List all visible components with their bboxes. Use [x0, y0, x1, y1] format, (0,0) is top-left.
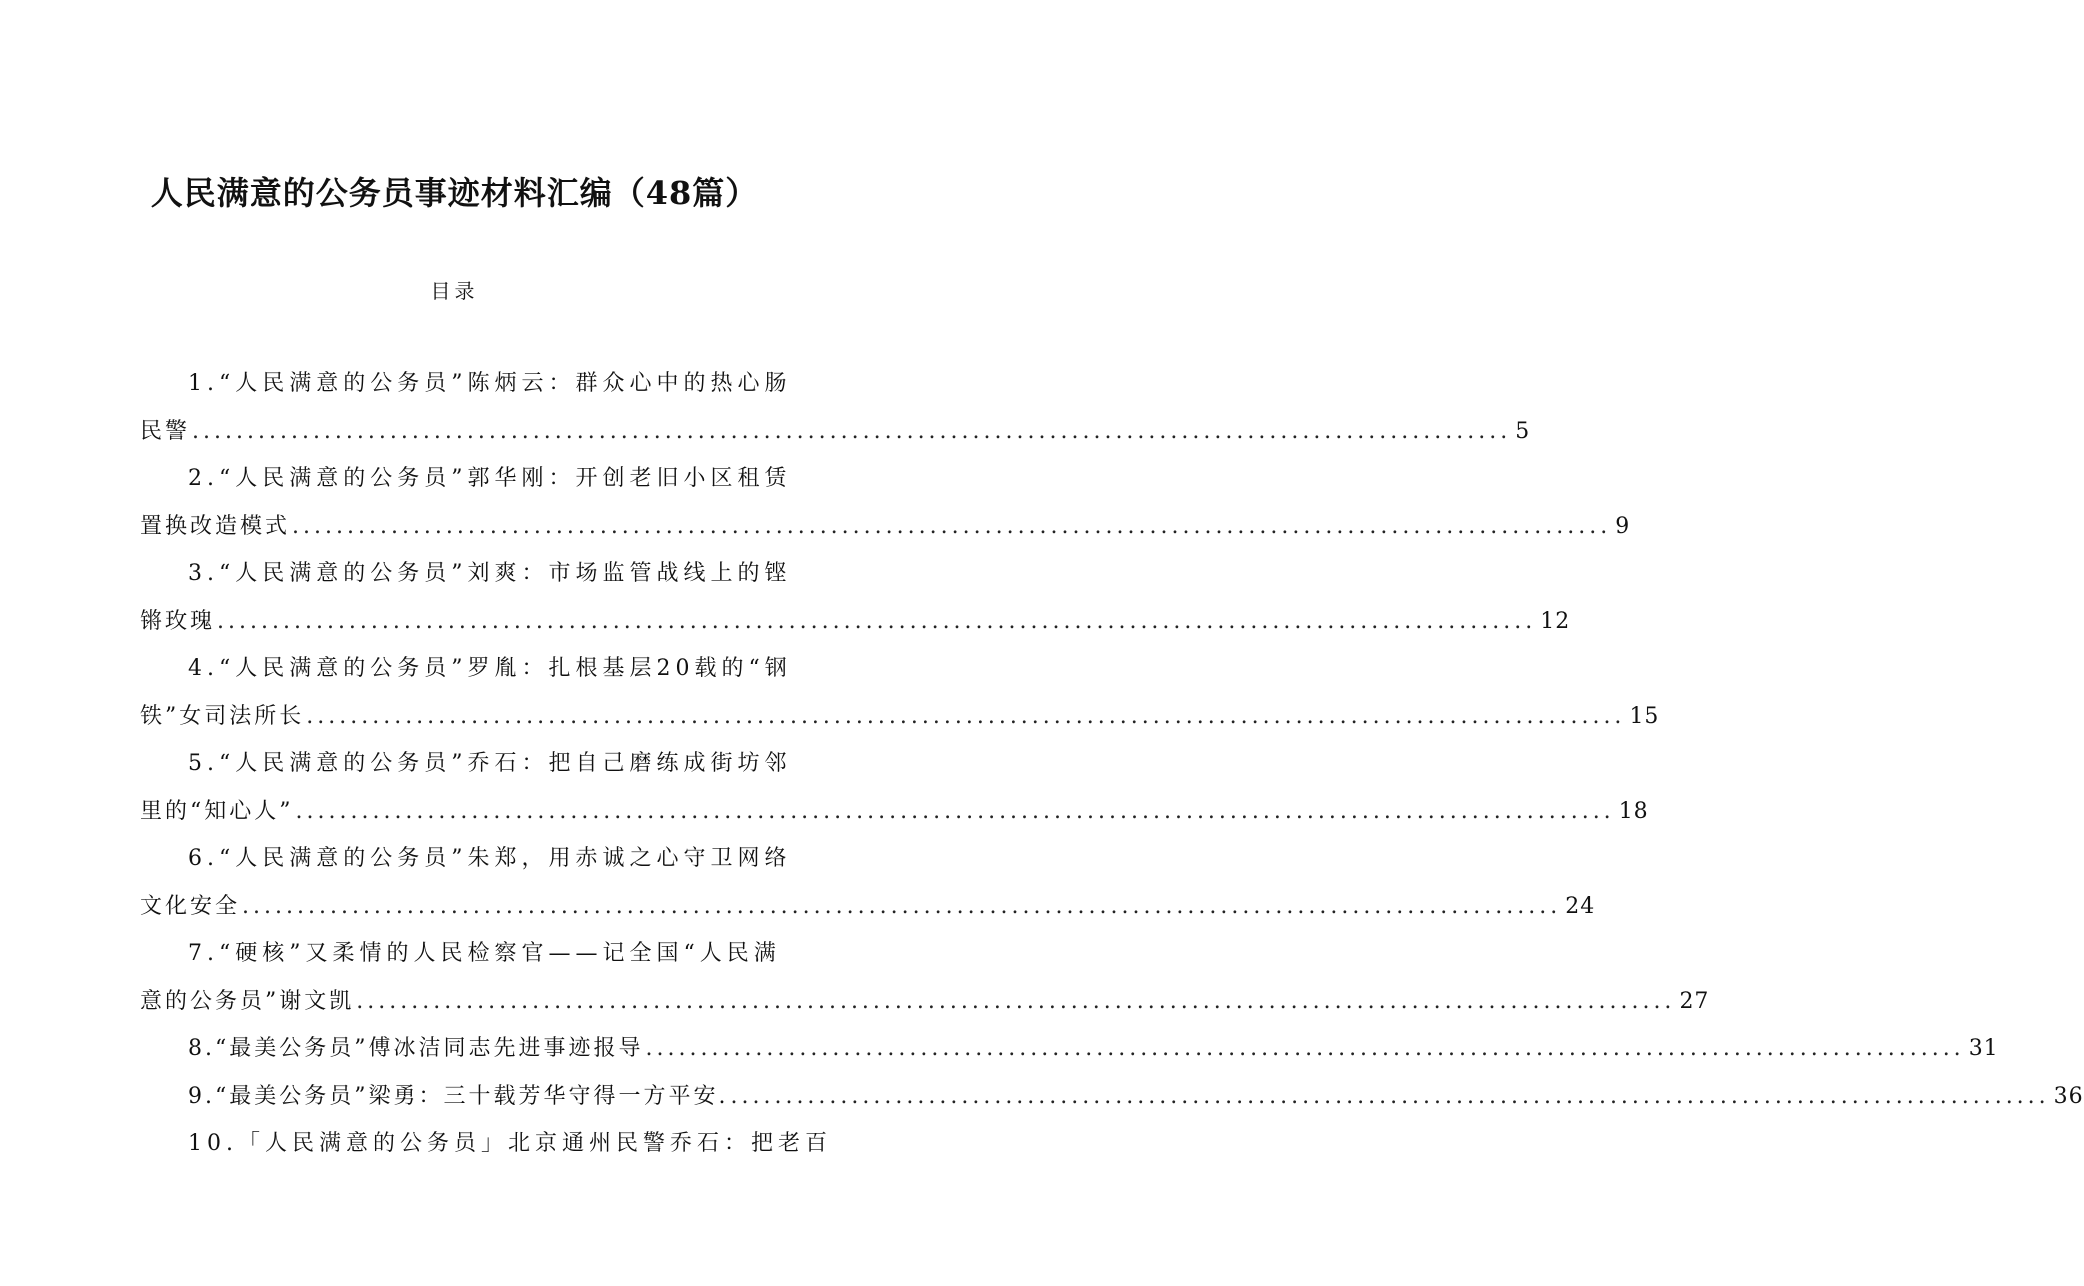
toc-entry[interactable] [140, 1025, 1999, 1073]
toc-entry[interactable] [140, 740, 1649, 835]
document-title: 人民满意的公务员事迹材料汇编（48篇） [150, 174, 759, 212]
toc-page-number: 12 [1540, 608, 1571, 634]
toc-entry-title: 7.“硬核”又柔情的人民检察官——记全国“人民满 [188, 941, 781, 966]
toc-entry-title: 8.“最美公务员”傅冰洁同志先进事迹报导 [188, 1036, 644, 1061]
toc-page-number: 15 [1629, 703, 1660, 729]
toc-entry[interactable] [140, 930, 1710, 1025]
toc-entry-title: 3.“人民满意的公务员”刘爽：市场监管战线上的铿 [188, 561, 792, 586]
toc-entry-title: 5.“人民满意的公务员”乔石：把自己磨练成街坊邻 [188, 751, 792, 776]
dot-leader: ........................................................................................................................ [730, 1083, 2050, 1109]
toc-entry[interactable] [140, 1120, 832, 1168]
toc-page-number: 27 [1679, 988, 1710, 1014]
toc-entry[interactable] [140, 645, 1660, 740]
toc-entry-title: 6.“人民满意的公务员”朱郑，用赤诚之心守卫网络 [188, 846, 792, 871]
toc-entry-title: 2.“人民满意的公务员”郭华刚：开创老旧小区租赁 [188, 466, 792, 491]
toc-entry-title: 9.“最美公务员”梁勇：三十载芳华守得一方平安. [188, 1083, 729, 1109]
dot-leader: ........................................................................................................................ [645, 1036, 1965, 1061]
toc-entry-title: 1.“人民满意的公务员”陈炳云：群众心中的热心肠 [188, 371, 792, 396]
toc-page-number: 36 [2053, 1083, 2084, 1109]
toc-entry[interactable] [140, 455, 1631, 550]
toc-heading: 目录 [430, 279, 479, 303]
dot-leader: ........................................................................................................................ [242, 893, 1562, 919]
toc-entry-title-continued: 里的“知心人” [140, 798, 294, 824]
toc-entry-title-continued: 文化安全 [140, 893, 241, 919]
toc-page-number: 5 [1515, 418, 1531, 444]
toc-entry-title-continued: 铁”女司法所长 [140, 703, 305, 729]
toc-entry-title-continued: 锵玫瑰 [140, 608, 216, 634]
dot-leader: ........................................................................................................................ [192, 418, 1512, 444]
toc-page-number: 31 [1968, 1036, 1999, 1061]
dot-leader: ........................................................................................................................ [295, 798, 1615, 824]
toc-entry-title-continued: 置换改造模式 [140, 513, 291, 539]
dot-leader: ........................................................................................................................ [292, 513, 1612, 539]
toc-entry[interactable] [140, 360, 1531, 455]
toc-entry-title-continued: 民警 [140, 418, 191, 444]
dot-leader: ........................................................................................................................ [356, 988, 1676, 1014]
toc-entry[interactable] [140, 1073, 2084, 1121]
dot-leader: ........................................................................................................................ [217, 608, 1537, 634]
toc-entry-title: 10.「人民满意的公务员」北京通州民警乔石：把老百 [188, 1131, 832, 1156]
table-of-contents [140, 360, 2084, 1168]
toc-entry-title: 4.“人民满意的公务员”罗胤：扎根基层20载的“钢 [188, 656, 792, 681]
toc-page-number: 9 [1615, 513, 1631, 539]
toc-page-number: 24 [1565, 893, 1596, 919]
toc-entry[interactable] [140, 550, 1571, 645]
toc-page-number: 18 [1618, 798, 1649, 824]
toc-entry[interactable] [140, 835, 1596, 930]
dot-leader: ........................................................................................................................ [306, 703, 1626, 729]
toc-entry-title-continued: 意的公务员”谢文凯 [140, 988, 355, 1014]
